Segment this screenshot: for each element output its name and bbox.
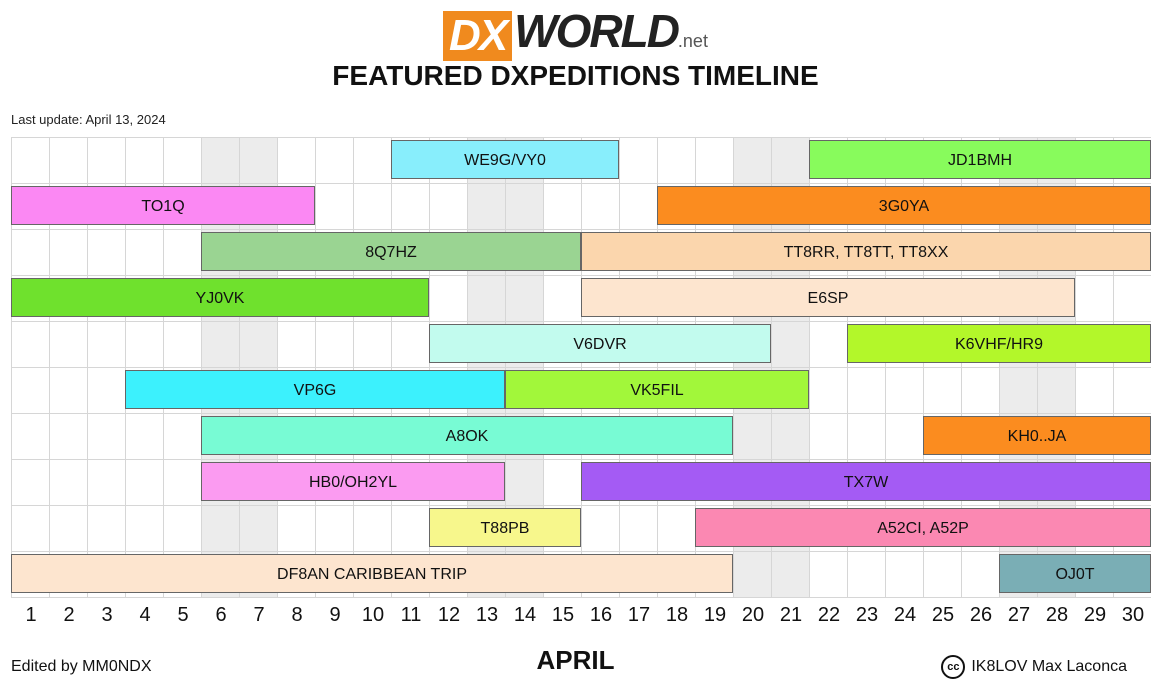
day-tick-label: 14: [513, 604, 537, 626]
day-tick-label: 21: [779, 604, 803, 626]
day-tick-label: 1: [25, 604, 37, 626]
editor-credit: Edited by MM0NDX: [11, 658, 152, 675]
last-update: Last update: April 13, 2024: [11, 112, 166, 127]
day-tick-label: 11: [400, 604, 422, 626]
day-tick-label: 7: [253, 604, 265, 626]
day-tick-label: 15: [551, 604, 575, 626]
day-tick-label: 19: [703, 604, 727, 626]
logo-world-word: WORLD: [514, 5, 678, 57]
dxpedition-label: VP6G: [293, 382, 337, 399]
day-tick-label: 16: [589, 604, 613, 626]
day-tick-label: 6: [215, 604, 227, 626]
month-label: APRIL: [536, 645, 615, 675]
dxpedition-label: OJ0T: [1055, 566, 1095, 583]
day-tick-label: 2: [63, 604, 75, 626]
day-tick-label: 27: [1007, 604, 1031, 626]
dxpedition-label: YJ0VK: [195, 290, 245, 307]
day-tick-label: 8: [291, 604, 303, 626]
dxpedition-label: JD1BMH: [947, 152, 1013, 169]
chart-title: FEATURED DXPEDITIONS TIMELINE: [332, 60, 819, 91]
day-tick-label: 22: [817, 604, 841, 626]
day-tick-label: 3: [101, 604, 113, 626]
dxpedition-label: WE9G/VY0: [464, 152, 546, 169]
logo-dx-mark: DX: [443, 11, 512, 61]
day-tick-label: 29: [1083, 604, 1107, 626]
dxpedition-label: TT8RR, TT8TT, TT8XX: [783, 244, 949, 261]
dxpedition-label: KH0..JA: [1007, 428, 1067, 445]
dxpedition-label: A8OK: [445, 428, 489, 445]
dxpedition-label: 8Q7HZ: [365, 244, 417, 261]
day-tick-label: 13: [475, 604, 499, 626]
day-tick-label: 24: [893, 604, 917, 626]
day-tick-label: 4: [139, 604, 151, 626]
day-tick-label: 10: [361, 604, 385, 626]
dxpedition-label: E6SP: [807, 290, 849, 307]
day-tick-label: 5: [177, 604, 189, 626]
creative-commons-icon: cc: [941, 655, 965, 679]
day-tick-label: 23: [855, 604, 879, 626]
dxpedition-label: T88PB: [480, 520, 530, 537]
day-tick-label: 20: [741, 604, 765, 626]
author-credit: [941, 655, 1127, 679]
day-tick-label: 30: [1121, 604, 1145, 626]
day-tick-label: 25: [931, 604, 955, 626]
day-tick-label: 9: [329, 604, 341, 626]
dxpedition-label: V6DVR: [573, 336, 627, 353]
day-tick-label: 18: [665, 604, 689, 626]
author-name: IK8LOV Max Laconca: [971, 658, 1127, 676]
day-tick-label: 26: [969, 604, 993, 626]
dxpedition-label: 3G0YA: [878, 198, 930, 215]
dxpedition-label: DF8AN CARIBBEAN TRIP: [277, 566, 467, 583]
dxpedition-label: HB0/OH2YL: [308, 474, 398, 491]
dxpedition-label: VK5FIL: [630, 382, 684, 399]
dxpedition-label: TX7W: [843, 474, 889, 491]
day-tick-label: 17: [627, 604, 651, 626]
logo-net-suffix: .net: [677, 31, 708, 51]
day-tick-label: 28: [1045, 604, 1069, 626]
day-tick-label: 12: [437, 604, 461, 626]
dxpedition-label: A52CI, A52P: [877, 520, 969, 537]
dxpedition-label: TO1Q: [141, 198, 185, 215]
dxpedition-label: K6VHF/HR9: [954, 336, 1044, 353]
